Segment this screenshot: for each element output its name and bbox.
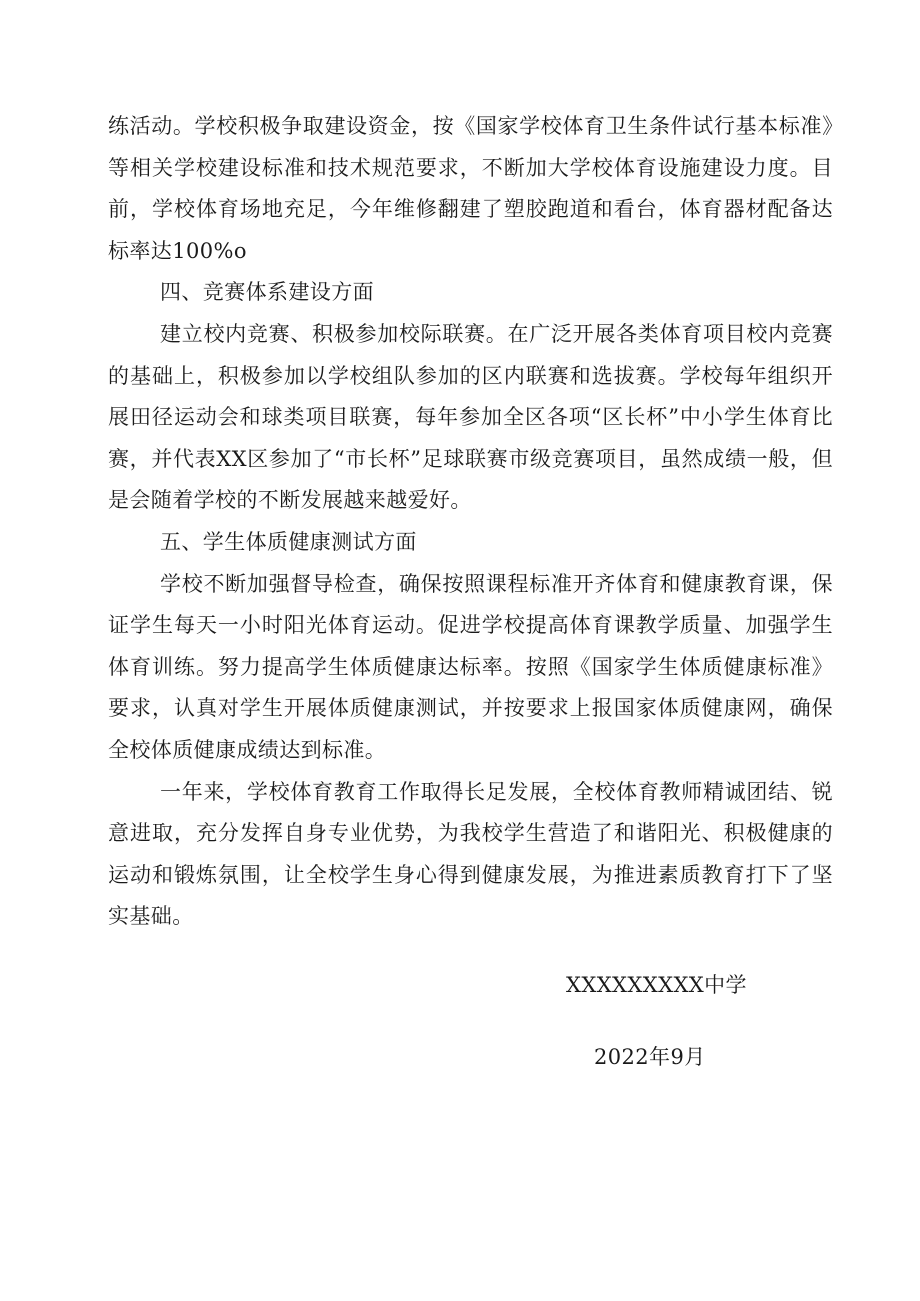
paragraph-conclusion: 一年来，学校体育教育工作取得长足发展，全校体育教师精诚团结、锐意进取，充分发挥自身专业优势，为我校学生营造了和谐阳光、积极健康的运动和锻炼氛围，让全校学生身心得到健康发展，为推进素质教育打下了坚实基础。 [108,779,833,929]
section-heading-competition: 四、竞赛体系建设方面 [160,280,374,305]
signature-organization: XXXXXXXXX中学 [566,973,747,997]
paragraph-competition: 建立校内竞赛、积极参加校际联赛。在广泛开展各类体育项目校内竞赛的基础上，积极参加以学校组队参加的区内联赛和选拔赛。学校每年组织开展田径运动会和球类项目联赛，每年参加全区各项“区长杯”中小学生体育比赛，并代表XX区参加了“市长杯”足球联赛市级竞赛项目，虽然成绩一般，但是会随着学校的不断发展越来越爱好。 [108,321,833,513]
document-body [108,106,833,938]
paragraph-fitness-testing: 学校不断加强督导检查，确保按照课程标准开齐体育和健康教育课，保证学生每天一小时阳光体育运动。促进学校提高体育课教学质量、加强学生体育训练。努力提高学生体质健康达标率。按照《国家学生体质健康标准》要求，认真对学生开展体质健康测试，并按要求上报国家体质健康网，确保全校体质健康成绩达到标准。 [108,571,833,762]
paragraph-facilities-continued: 练活动。学校积极争取建设资金，按《国家学校体育卫生条件试行基本标准》等相关学校建设标准和技术规范要求，不断加大学校体育设施建设力度。目前，学校体育场地充足，今年维修翻建了塑胶跑道和看台，体育器材配备达标率达100%o [108,114,833,263]
signature-date: 2022年9月 [594,1045,706,1069]
section-heading-fitness-testing: 五、学生体质健康测试方面 [160,529,417,554]
